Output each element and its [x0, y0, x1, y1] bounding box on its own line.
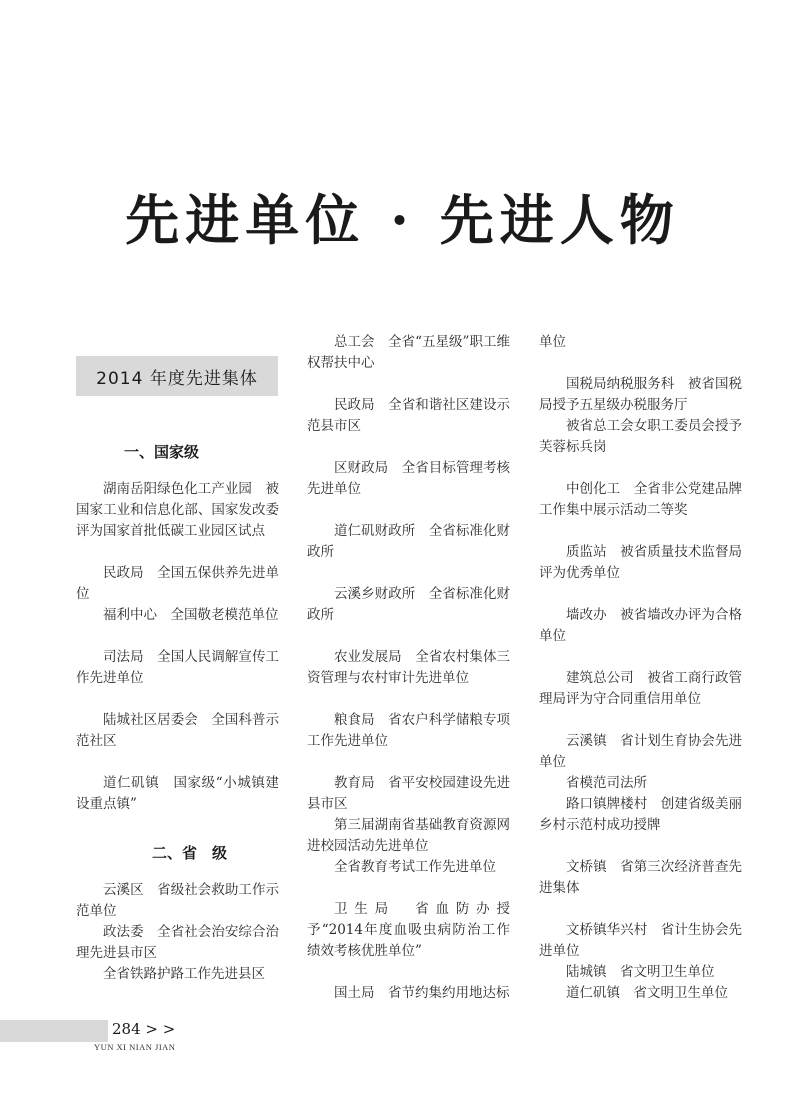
- footer-bar: [0, 1020, 108, 1042]
- page-number: 284 > >: [112, 1020, 176, 1038]
- list-item: 卫生局 省血防办授予“2014年度血吸虫病防治工作绩效考核优胜单位”: [307, 901, 510, 959]
- list-item: 被省总工会女职工委员会授予芙蓉标兵岗: [539, 418, 742, 455]
- list-item: 农业发展局 全省农村集体三资管理与农村审计先进单位: [307, 649, 510, 686]
- heading-province: 二、省 级: [152, 844, 228, 862]
- list-item: 云溪区 省级社会救助工作示范单位: [76, 882, 279, 919]
- list-item: 道仁矶镇 国家级“小城镇建设重点镇”: [76, 775, 279, 812]
- list-item: 道仁矶镇 省文明卫生单位: [566, 985, 728, 1001]
- list-item: 全省教育考试工作先进单位: [334, 859, 496, 875]
- list-item: 国土局 省节约集约用地达标: [334, 985, 510, 1001]
- heading-national: 一、国家级: [124, 443, 200, 461]
- footer-subtitle: YUN XI NIAN JIAN: [94, 1042, 176, 1052]
- list-item: 区财政局 全省目标管理考核先进单位: [307, 460, 510, 497]
- page-title: 先进单位 · 先进人物: [125, 188, 680, 252]
- list-item: 第三届湖南省基础教育资源网进校园活动先进单位: [307, 817, 510, 854]
- list-item: 陆城镇 省文明卫生单位: [566, 964, 715, 980]
- list-item: 质监站 被省质量技术监督局评为优秀单位: [539, 544, 742, 581]
- section-title-bar: [76, 356, 278, 396]
- list-item: 文桥镇 省第三次经济普查先进集体: [539, 859, 742, 896]
- list-item: 民政局 全国五保供养先进单位: [76, 565, 279, 602]
- list-item: 路口镇牌楼村 创建省级美丽乡村示范村成功授牌: [539, 796, 742, 833]
- list-item: 福利中心 全国敬老模范单位: [103, 607, 279, 623]
- list-item: 粮食局 省农户科学储粮专项工作先进单位: [307, 712, 510, 749]
- list-item: 司法局 全国人民调解宣传工作先进单位: [76, 649, 279, 686]
- list-item: 总工会 全省“五星级”职工维权帮扶中心: [307, 334, 510, 371]
- list-item: 单位: [539, 334, 566, 350]
- list-item: 教育局 省平安校园建设先进县市区: [307, 775, 510, 812]
- list-item: 建筑总公司 被省工商行政管理局评为守合同重信用单位: [539, 670, 742, 707]
- list-item: 陆城社区居委会 全国科普示范社区: [76, 712, 279, 749]
- list-item: 文桥镇华兴村 省计生协会先进单位: [539, 922, 742, 959]
- list-item: 湖南岳阳绿色化工产业园 被国家工业和信息化部、国家发改委评为国家首批低碳工业园区试点: [76, 481, 279, 539]
- list-item: 全省铁路护路工作先进县区: [103, 966, 265, 982]
- list-item: 省模范司法所: [566, 775, 647, 791]
- section-title: 2014 年度先进集体: [96, 368, 258, 389]
- list-item: 国税局纳税服务科 被省国税局授予五星级办税服务厅: [539, 376, 742, 413]
- list-item: 中创化工 全省非公党建品牌工作集中展示活动二等奖: [539, 481, 742, 518]
- list-item: 道仁矶财政所 全省标准化财政所: [307, 523, 510, 560]
- list-item: 民政局 全省和谐社区建设示范县市区: [307, 397, 510, 434]
- list-item: 墙改办 被省墙改办评为合格单位: [539, 607, 742, 644]
- list-item: 政法委 全省社会治安综合治理先进县市区: [76, 924, 279, 961]
- list-item: 云溪乡财政所 全省标准化财政所: [307, 586, 510, 623]
- list-item: 云溪镇 省计划生育协会先进单位: [539, 733, 742, 770]
